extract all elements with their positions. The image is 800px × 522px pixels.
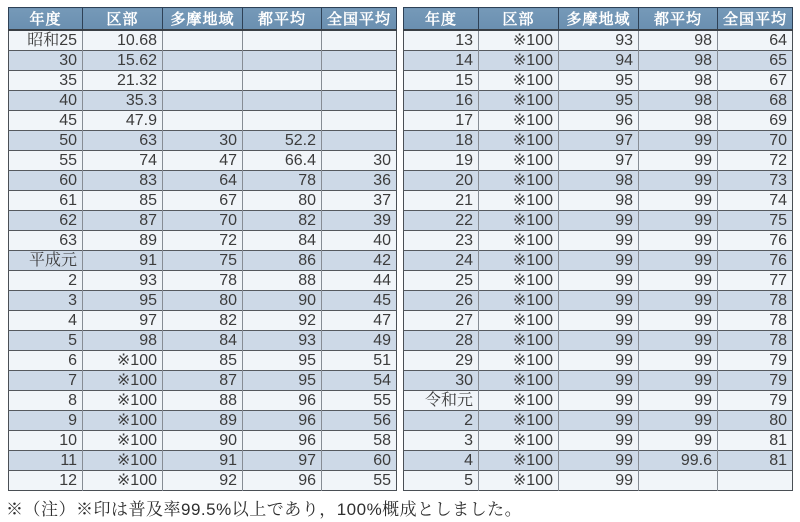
value-cell: ※100 [83, 471, 163, 491]
year-cell: 18 [404, 131, 479, 151]
value-cell: 99 [559, 251, 639, 271]
value-cell: ※100 [479, 51, 559, 71]
value-cell: 99 [639, 171, 718, 191]
table-row [9, 451, 397, 471]
value-cell: 56 [322, 411, 397, 431]
value-cell: 79 [718, 391, 793, 411]
value-cell: 64 [718, 30, 793, 51]
value-cell: 37 [322, 191, 397, 211]
year-cell: 15 [404, 71, 479, 91]
value-cell [243, 51, 322, 71]
table-row [9, 30, 397, 51]
value-cell [322, 30, 397, 51]
value-cell: ※100 [479, 371, 559, 391]
value-cell: 21.32 [83, 71, 163, 91]
value-cell: 75 [163, 251, 243, 271]
value-cell: 96 [243, 411, 322, 431]
year-cell: 13 [404, 30, 479, 51]
value-cell: 30 [322, 151, 397, 171]
value-cell: 99 [639, 251, 718, 271]
value-cell: 92 [243, 311, 322, 331]
value-cell: 74 [83, 151, 163, 171]
value-cell: 97 [559, 151, 639, 171]
year-cell: 11 [9, 451, 83, 471]
table-row [9, 351, 397, 371]
value-cell: 96 [559, 111, 639, 131]
table-row [404, 91, 793, 111]
value-cell: 99 [639, 271, 718, 291]
value-cell: 51 [322, 351, 397, 371]
year-cell: 30 [404, 371, 479, 391]
year-cell: 8 [9, 391, 83, 411]
year-cell: 27 [404, 311, 479, 331]
value-cell: 70 [718, 131, 793, 151]
value-cell: ※100 [479, 411, 559, 431]
year-cell: 55 [9, 151, 83, 171]
value-cell: 85 [83, 191, 163, 211]
year-cell: 19 [404, 151, 479, 171]
value-cell: ※100 [479, 71, 559, 91]
table-row [404, 251, 793, 271]
value-cell: 99 [559, 311, 639, 331]
value-cell: ※100 [479, 311, 559, 331]
table-row [404, 431, 793, 451]
value-cell: 99 [639, 391, 718, 411]
table-row [404, 451, 793, 471]
column-header: 都平均 [243, 8, 322, 31]
value-cell: 99 [559, 471, 639, 491]
table-row [404, 291, 793, 311]
value-cell: 90 [243, 291, 322, 311]
value-cell [322, 71, 397, 91]
year-cell: 令和元 [404, 391, 479, 411]
value-cell: 44 [322, 271, 397, 291]
value-cell: ※100 [479, 131, 559, 151]
value-cell: 99 [639, 211, 718, 231]
value-cell: 99 [559, 371, 639, 391]
value-cell: 47 [163, 151, 243, 171]
penetration-table-right [403, 7, 793, 491]
value-cell [322, 51, 397, 71]
value-cell: 99 [559, 391, 639, 411]
value-cell: 67 [718, 71, 793, 91]
value-cell [322, 91, 397, 111]
value-cell [322, 131, 397, 151]
value-cell: 99 [639, 191, 718, 211]
table-row [9, 331, 397, 351]
table-row [9, 471, 397, 491]
value-cell: ※100 [479, 391, 559, 411]
year-cell: 26 [404, 291, 479, 311]
value-cell [243, 111, 322, 131]
table-row [9, 231, 397, 251]
value-cell: 76 [718, 251, 793, 271]
value-cell [163, 111, 243, 131]
value-cell: ※100 [479, 331, 559, 351]
value-cell: 96 [243, 431, 322, 451]
year-cell: 4 [9, 311, 83, 331]
value-cell: ※100 [479, 30, 559, 51]
table-row [404, 271, 793, 291]
table-row [9, 291, 397, 311]
value-cell: 67 [163, 191, 243, 211]
table-row [404, 151, 793, 171]
column-header: 多摩地域 [559, 8, 639, 31]
value-cell: 82 [243, 211, 322, 231]
year-cell: 2 [9, 271, 83, 291]
year-cell: 3 [404, 431, 479, 451]
value-cell: ※100 [83, 431, 163, 451]
value-cell: 99 [639, 231, 718, 251]
value-cell: 97 [243, 451, 322, 471]
value-cell: 88 [163, 391, 243, 411]
value-cell: ※100 [479, 211, 559, 231]
value-cell: 99 [639, 151, 718, 171]
value-cell [718, 471, 793, 491]
year-cell: 21 [404, 191, 479, 211]
value-cell: 99 [559, 351, 639, 371]
value-cell: 99 [559, 431, 639, 451]
value-cell: 83 [83, 171, 163, 191]
value-cell: 91 [83, 251, 163, 271]
value-cell: 70 [163, 211, 243, 231]
year-cell: 28 [404, 331, 479, 351]
value-cell: 99 [639, 291, 718, 311]
value-cell: 94 [559, 51, 639, 71]
value-cell: ※100 [83, 351, 163, 371]
value-cell: 84 [243, 231, 322, 251]
column-header: 区部 [83, 8, 163, 31]
year-cell: 24 [404, 251, 479, 271]
year-cell: 5 [404, 471, 479, 491]
value-cell: 81 [718, 451, 793, 471]
value-cell: 78 [243, 171, 322, 191]
year-cell: 17 [404, 111, 479, 131]
year-cell: 60 [9, 171, 83, 191]
value-cell: 10.68 [83, 30, 163, 51]
value-cell: ※100 [83, 391, 163, 411]
column-header: 年度 [9, 8, 83, 31]
value-cell: 99 [639, 411, 718, 431]
value-cell: 97 [559, 131, 639, 151]
year-cell: 50 [9, 131, 83, 151]
table-row [9, 211, 397, 231]
value-cell: 79 [718, 351, 793, 371]
year-cell: 20 [404, 171, 479, 191]
value-cell: ※100 [479, 291, 559, 311]
value-cell: 99 [639, 351, 718, 371]
value-cell: ※100 [479, 191, 559, 211]
table-row [9, 151, 397, 171]
year-cell: 16 [404, 91, 479, 111]
value-cell: 47 [322, 311, 397, 331]
year-cell: 29 [404, 351, 479, 371]
value-cell: 95 [559, 71, 639, 91]
value-cell: 77 [718, 271, 793, 291]
value-cell [243, 91, 322, 111]
value-cell: 99 [559, 271, 639, 291]
value-cell [163, 71, 243, 91]
value-cell: ※100 [479, 111, 559, 131]
year-cell: 3 [9, 291, 83, 311]
value-cell: 74 [718, 191, 793, 211]
value-cell: 92 [163, 471, 243, 491]
value-cell: ※100 [83, 411, 163, 431]
table-row [404, 171, 793, 191]
value-cell: 54 [322, 371, 397, 391]
value-cell: 93 [83, 271, 163, 291]
table-row [404, 331, 793, 351]
value-cell: 40 [322, 231, 397, 251]
value-cell: 99 [559, 331, 639, 351]
value-cell: 95 [559, 91, 639, 111]
value-cell: ※100 [479, 151, 559, 171]
value-cell: ※100 [479, 231, 559, 251]
value-cell: 99 [559, 411, 639, 431]
value-cell: 99 [559, 231, 639, 251]
column-header: 区部 [479, 8, 559, 31]
year-cell: 23 [404, 231, 479, 251]
table-row [404, 71, 793, 91]
table-row [404, 351, 793, 371]
value-cell [163, 91, 243, 111]
value-cell: 78 [718, 331, 793, 351]
value-cell: ※100 [479, 251, 559, 271]
year-cell: 30 [9, 51, 83, 71]
year-cell: 35 [9, 71, 83, 91]
year-cell: 4 [404, 451, 479, 471]
year-cell: 14 [404, 51, 479, 71]
value-cell: 15.62 [83, 51, 163, 71]
year-cell: 2 [404, 411, 479, 431]
value-cell: 79 [718, 371, 793, 391]
year-cell: 22 [404, 211, 479, 231]
table-row [404, 391, 793, 411]
value-cell: 93 [243, 331, 322, 351]
value-cell: 69 [718, 111, 793, 131]
value-cell: 98 [83, 331, 163, 351]
table-row [404, 471, 793, 491]
table-row [9, 431, 397, 451]
value-cell: 99 [639, 431, 718, 451]
table-row [9, 371, 397, 391]
value-cell [243, 71, 322, 91]
year-cell: 45 [9, 111, 83, 131]
value-cell: 52.2 [243, 131, 322, 151]
table-row [9, 91, 397, 111]
value-cell [639, 471, 718, 491]
table-row [404, 51, 793, 71]
table-row [9, 311, 397, 331]
value-cell: 99 [639, 311, 718, 331]
column-header: 全国平均 [718, 8, 793, 31]
year-cell: 7 [9, 371, 83, 391]
value-cell: 66.4 [243, 151, 322, 171]
value-cell: 58 [322, 431, 397, 451]
year-cell: 平成元 [9, 251, 83, 271]
value-cell: 63 [83, 131, 163, 151]
value-cell: ※100 [479, 171, 559, 191]
value-cell: ※100 [479, 91, 559, 111]
value-cell: 81 [718, 431, 793, 451]
value-cell: 88 [243, 271, 322, 291]
value-cell [163, 30, 243, 51]
value-cell: 98 [559, 171, 639, 191]
value-cell: 49 [322, 331, 397, 351]
value-cell: ※100 [479, 471, 559, 491]
column-header: 多摩地域 [163, 8, 243, 31]
value-cell: 99 [639, 131, 718, 151]
column-header: 年度 [404, 8, 479, 31]
value-cell: 96 [243, 391, 322, 411]
value-cell: 78 [163, 271, 243, 291]
value-cell: ※100 [479, 271, 559, 291]
year-cell: 63 [9, 231, 83, 251]
value-cell: 87 [163, 371, 243, 391]
value-cell: 60 [322, 451, 397, 471]
table-row [404, 411, 793, 431]
value-cell: 42 [322, 251, 397, 271]
value-cell: 75 [718, 211, 793, 231]
value-cell: 99.6 [639, 451, 718, 471]
table-row [404, 311, 793, 331]
year-cell: 9 [9, 411, 83, 431]
table-row [404, 371, 793, 391]
column-header: 全国平均 [322, 8, 397, 31]
value-cell: 89 [83, 231, 163, 251]
value-cell: 30 [163, 131, 243, 151]
value-cell: 98 [639, 111, 718, 131]
value-cell: 35.3 [83, 91, 163, 111]
value-cell: 55 [322, 391, 397, 411]
value-cell: 80 [163, 291, 243, 311]
table-row [9, 251, 397, 271]
value-cell: 98 [639, 71, 718, 91]
table-row [404, 211, 793, 231]
value-cell: 47.9 [83, 111, 163, 131]
value-cell: 82 [163, 311, 243, 331]
value-cell: 95 [83, 291, 163, 311]
value-cell [163, 51, 243, 71]
value-cell [322, 111, 397, 131]
value-cell: 64 [163, 171, 243, 191]
value-cell: 72 [163, 231, 243, 251]
value-cell: 96 [243, 471, 322, 491]
value-cell: 98 [639, 30, 718, 51]
value-cell: 55 [322, 471, 397, 491]
value-cell: 86 [243, 251, 322, 271]
value-cell: 97 [83, 311, 163, 331]
value-cell: 78 [718, 291, 793, 311]
value-cell: 93 [559, 30, 639, 51]
value-cell: ※100 [479, 351, 559, 371]
value-cell: 39 [322, 211, 397, 231]
table-row [9, 171, 397, 191]
table-row [404, 30, 793, 51]
header-row [404, 8, 793, 31]
value-cell: 36 [322, 171, 397, 191]
footnote: ※（注）※印は普及率99.5%以上であり，100%概成としました。 [6, 500, 523, 519]
table-row [9, 51, 397, 71]
value-cell: ※100 [479, 451, 559, 471]
year-cell: 5 [9, 331, 83, 351]
value-cell: 65 [718, 51, 793, 71]
value-cell: 80 [243, 191, 322, 211]
table-row [404, 111, 793, 131]
table-row [9, 131, 397, 151]
year-cell: 62 [9, 211, 83, 231]
value-cell: 80 [718, 411, 793, 431]
value-cell: 87 [83, 211, 163, 231]
value-cell: 98 [559, 191, 639, 211]
table-row [9, 71, 397, 91]
year-cell: 昭和25 [9, 30, 83, 51]
value-cell: 45 [322, 291, 397, 311]
value-cell: 73 [718, 171, 793, 191]
year-cell: 61 [9, 191, 83, 211]
table-row [9, 411, 397, 431]
value-cell: ※100 [83, 371, 163, 391]
value-cell: 99 [639, 331, 718, 351]
value-cell: 90 [163, 431, 243, 451]
value-cell: 76 [718, 231, 793, 251]
value-cell: ※100 [83, 451, 163, 471]
value-cell: 95 [243, 351, 322, 371]
value-cell: 98 [639, 91, 718, 111]
value-cell: ※100 [479, 431, 559, 451]
year-cell: 40 [9, 91, 83, 111]
value-cell: 98 [639, 51, 718, 71]
value-cell: 95 [243, 371, 322, 391]
table-row [9, 191, 397, 211]
year-cell: 25 [404, 271, 479, 291]
value-cell: 85 [163, 351, 243, 371]
value-cell: 72 [718, 151, 793, 171]
table-row [404, 231, 793, 251]
value-cell [243, 30, 322, 51]
table-row [9, 391, 397, 411]
column-header: 都平均 [639, 8, 718, 31]
table-row [9, 111, 397, 131]
value-cell: 99 [559, 211, 639, 231]
penetration-table-left [8, 7, 397, 491]
year-cell: 6 [9, 351, 83, 371]
year-cell: 12 [9, 471, 83, 491]
value-cell: 78 [718, 311, 793, 331]
table-row [9, 271, 397, 291]
table-row [404, 191, 793, 211]
value-cell: 89 [163, 411, 243, 431]
table-row [404, 131, 793, 151]
value-cell: 91 [163, 451, 243, 471]
value-cell: 99 [559, 291, 639, 311]
value-cell: 84 [163, 331, 243, 351]
value-cell: 68 [718, 91, 793, 111]
year-cell: 10 [9, 431, 83, 451]
value-cell: 99 [639, 371, 718, 391]
header-row [9, 8, 397, 31]
value-cell: 99 [559, 451, 639, 471]
